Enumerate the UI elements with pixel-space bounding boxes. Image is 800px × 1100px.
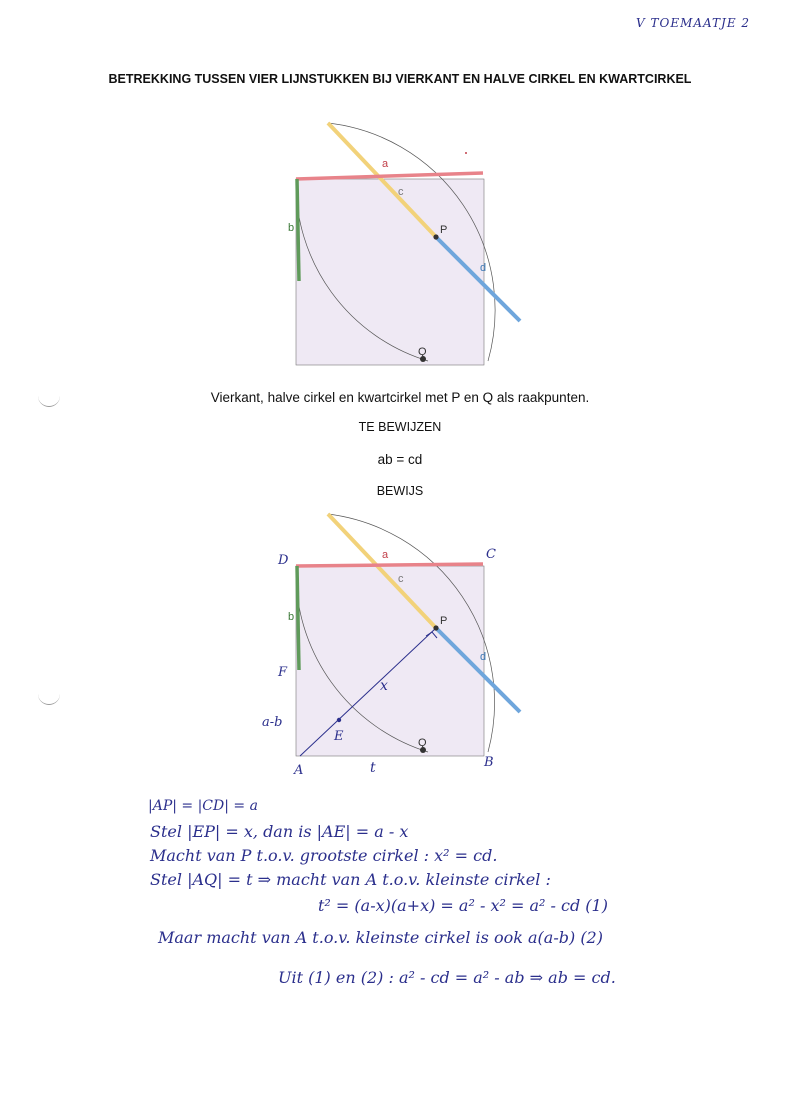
- corner-note: V TOEMAATJE 2: [636, 16, 751, 30]
- claim: ab = cd: [377, 452, 423, 467]
- label-b: b: [288, 611, 295, 623]
- label-a-vertex: A: [294, 763, 304, 778]
- label-c: c: [398, 186, 404, 198]
- proof-line-4: Stel |AQ| = t ⇒ macht van A t.o.v. kleinste cirkel :: [150, 870, 551, 889]
- label-d-vertex: D: [278, 553, 289, 568]
- square-fill: [296, 566, 487, 756]
- label-c-vertex: C: [486, 547, 496, 562]
- segment-b: [297, 179, 299, 281]
- figure-caption: Vierkant, halve cirkel en kwartcirkel met P en Q als raakpunten.: [210, 390, 590, 405]
- label-b: b: [288, 222, 295, 234]
- proof-line-2: Stel |EP| = x, dan is |AE| = a - x: [150, 822, 409, 841]
- label-q: Q: [418, 346, 427, 358]
- label-t: t: [370, 760, 376, 776]
- proof-heading: BEWIJS: [376, 484, 424, 498]
- label-f: F: [278, 665, 288, 680]
- point-p: [433, 625, 438, 630]
- segment-a: [296, 564, 483, 566]
- stray-mark: [465, 152, 467, 154]
- page-title: BETREKKING TUSSEN VIER LIJNSTUKKEN BIJ VIERKANT EN HALVE CIRKEL EN KWARTCIRKEL: [108, 72, 692, 86]
- label-q: Q: [418, 737, 427, 749]
- label-x: x: [380, 678, 388, 694]
- point-e: [337, 718, 341, 722]
- label-p: P: [440, 224, 448, 236]
- label-a-minus-b: a-b: [262, 715, 283, 730]
- proof-line-1: |AP| = |CD| = a: [148, 798, 258, 814]
- segment-b: [297, 566, 299, 670]
- label-d: d: [480, 262, 487, 274]
- label-d: d: [480, 651, 487, 663]
- square-fill: [296, 179, 487, 365]
- segment-a: [296, 173, 483, 179]
- label-a: a: [382, 549, 389, 561]
- punch-hole-mark: [38, 690, 60, 705]
- label-e: E: [334, 729, 344, 744]
- proof-line-7: Uit (1) en (2) : a² - cd = a² - ab ⇒ ab = cd.: [278, 968, 616, 987]
- proof-line-6: Maar macht van A t.o.v. kleinste cirkel is ook a(a-b) (2): [158, 928, 603, 947]
- point-p: [433, 234, 438, 239]
- label-c: c: [398, 573, 404, 585]
- proof-line-5: t² = (a-x)(a+x) = a² - x² = a² - cd (1): [318, 896, 608, 915]
- figure-2: [240, 508, 560, 778]
- to-prove-heading: TE BEWIJZEN: [358, 420, 442, 434]
- label-b-vertex: B: [484, 755, 494, 770]
- figure-1: [240, 115, 560, 375]
- label-a: a: [382, 158, 389, 170]
- proof-line-3: Macht van P t.o.v. grootste cirkel : x² = cd.: [150, 846, 498, 865]
- label-p: P: [440, 615, 448, 627]
